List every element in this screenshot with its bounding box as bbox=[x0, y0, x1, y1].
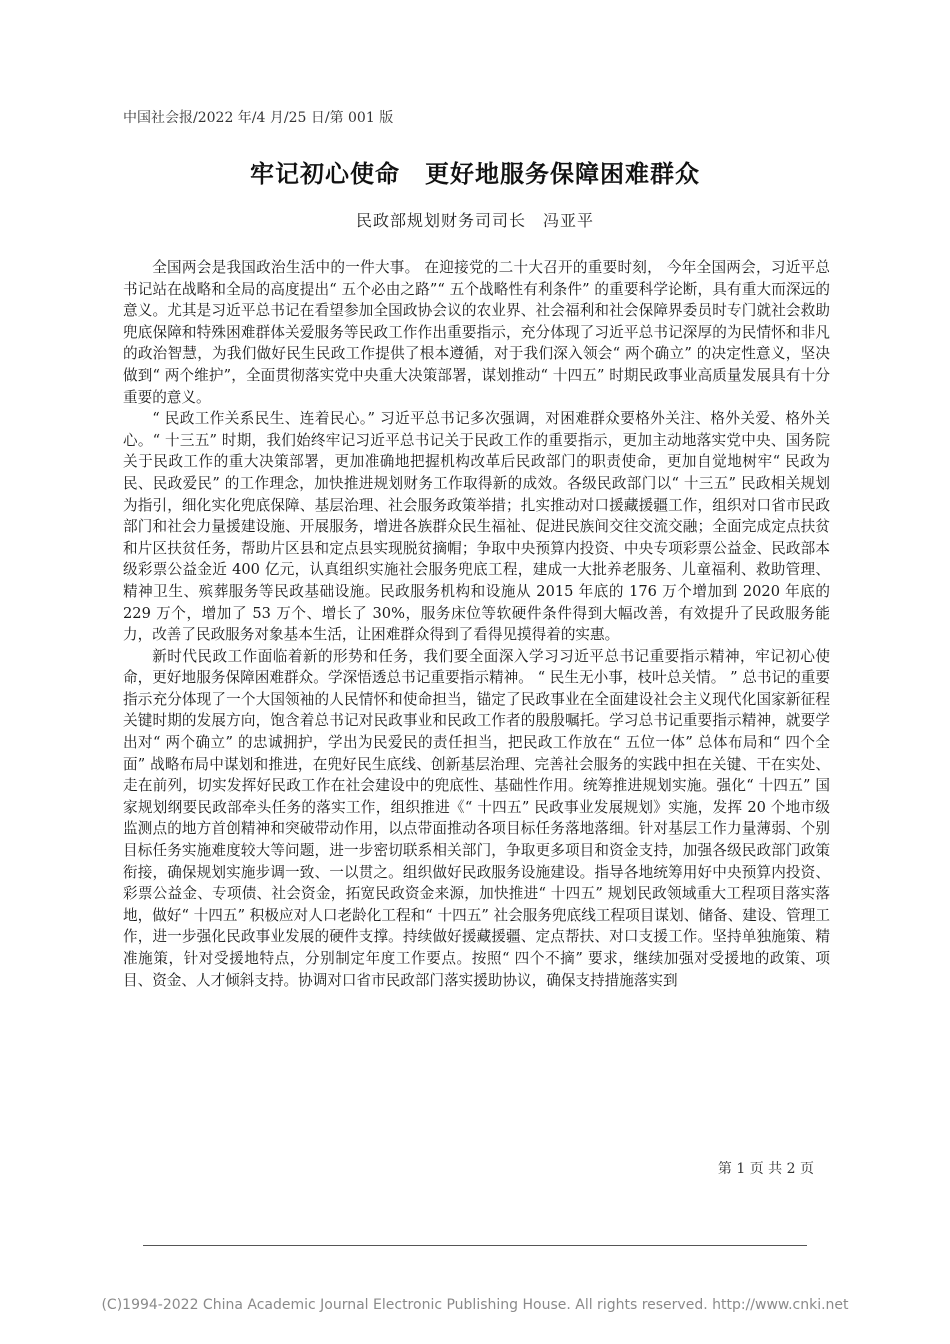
article-title: 牢记初心使命 更好地服务保障困难群众 bbox=[250, 160, 700, 188]
copyright-notice: (C)1994-2022 China Academic Journal Electronic Publishing House. All rights reserved. http://www.cnki.net bbox=[101, 1297, 849, 1313]
footer-divider bbox=[143, 1245, 807, 1246]
source-line: 中国社会报/2022 年/4 月/25 日/第 001 版 bbox=[123, 110, 394, 126]
page-number: 第 1 页 共 2 页 bbox=[717, 1161, 814, 1177]
paragraph-3: 新时代民政工作面临着新的形势和任务，我们要全面深入学习习近平总书记重要指示精神，牢记初心使命，更好地服务保障困难群众。学深悟透总书记重要指示精神。 “ 民生无小事，枝叶总关情。 ” 总书记的重要指示充分体现了一个大国领袖的人民情怀和使命担当，锚定了民政事业在全面建设社会主义现代化国家新征程关键时期的发展方向，饱含着总书记对民政事业和民政工作者的殷殷嘱托。学习总书记重要指示精神，就要学出对“ 两个确立” 的忠诚拥护，学出为民爱民的责任担当，把民政工作放在“ 五位一体” 总体布局和“ 四个全面” 战略布局中谋划和推进，在兜好民生底线、创新基层治理、完善社会服务的实践中担在关键、干在实处、走在前列，切实发挥好民政工作在社会建设中的兜底性、基础性作用。统筹推进规划实施。强化“ 十四五” 国家规划纲要民政部牵头任务的落实工作，组织推进《“ 十四五” 民政事业发展规划》实施，发挥 20 个地市级监测点的地方首创精神和突破带动作用，以点带面推动各项目标任务落地落细。针对基层工作力量薄弱、个别目标任务实施难度较大等问题，进一步密切联系相关部门，争取更多项目和资金支持，加强各级民政部门政策衔接，确保规划实施步调一致、一以贯之。组织做好民政服务设施建设。指导各地统筹用好中央预算内投资、彩票公益金、专项债、社会资金，拓宽民政资金来源，加快推进“ 十四五” 规划民政领域重大工程项目落实落地，做好“ 十四五” 积极应对人口老龄化工程和“ 十四五” 社会服务兜底线工程项目谋划、储备、建设、管理工作，进一步强化民政事业发展的硬件支撑。持续做好援藏援疆、定点帮扶、对口支援工作。坚持单独施策、精准施策，针对受援地特点，分别制定年度工作要点。按照“ 四个不摘” 要求，继续加强对受援地的政策、项目、资金、人才倾斜支持。协调对口省市民政部门落实援助协议，确保支持措施落实到 bbox=[123, 647, 830, 989]
article-body bbox=[123, 257, 830, 991]
article-byline: 民政部规划财务司司长 冯亚平 bbox=[355, 211, 594, 230]
paragraph-2: “ 民政工作关系民生、连着民心。” 习近平总书记多次强调，对困难群众要格外关注、格外关爱、格外关心。“ 十三五” 时期，我们始终牢记习近平总书记关于民政工作的重要指示，更加主动地落实党中央、国务院关于民政工作的重大决策部署，更加准确地把握机构改革后民政部门的职责使命，更加自觉地树牢“ 民政为民、民政爱民” 的工作理念，加快推进规划财务工作取得新的成效。各级民政部门以“ 十三五” 民政相关规划为指引，细化实化兜底保障、基层治理、社会服务政策举措；扎实推动对口援藏援疆工作，组织对口省市民政部门和社会力量援建设施、开展服务，增进各族群众民生福祉、促进民族间交往交流交融；全面完成定点扶贫和片区扶贫任务，帮助片区县和定点县实现脱贫摘帽；争取中央预算内投资、中央专项彩票公益金、民政部本级彩票公益金近 400 亿元，认真组织实施社会服务兜底工程，建成一大批养老服务、儿童福利、救助管理、精神卫生、殡葬服务等民政基础设施。民政服务机构和设施从 2015 年底的 176 万个增加到 2020 年底的 229 万个，增加了 53 万个、增长了 30%，服务床位等软硬件条件得到大幅改善，有效提升了民政服务能力，改善了民政服务对象基本生活，让困难群众得到了看得见摸得着的实惠。 bbox=[123, 410, 830, 644]
paragraph-1: 全国两会是我国政治生活中的一件大事。 在迎接党的二十大召开的重要时刻， 今年全国两会，习近平总书记站在战略和全局的高度提出“ 五个必由之路”“ 五个战略性有利条件” 的重要科学论断，具有重大而深远的意义。尤其是习近平总书记在看望参加全国政协会议的农业界、社会福利和社会保障界委员时专门就社会救助兜底保障和特殊困难群体关爱服务等民政工作作出重要指示，充分体现了习近平总书记深厚的为民情怀和非凡的政治智慧，为我们做好民生民政工作提供了根本遵循，对于我们深入领会“ 两个确立” 的决定性意义，坚决做到“ 两个维护”，全面贯彻落实党中央重大决策部署，谋划推动“ 十四五” 时期民政事业高质量发展具有十分重要的意义。 bbox=[123, 259, 830, 406]
